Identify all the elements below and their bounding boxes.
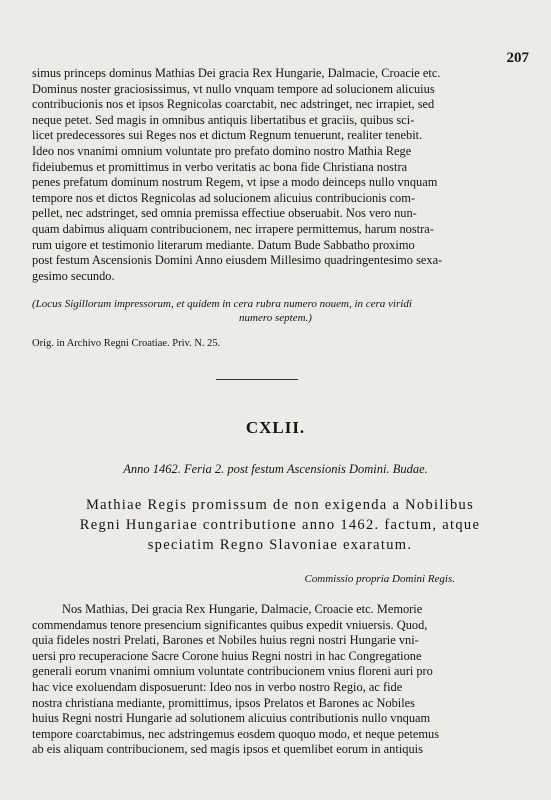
text-line: post festum Ascensionis Domini Anno eiusdem Millesimo quadringentesimo sexa- — [32, 253, 443, 268]
text-line: rum uigore et testimonio literarum mediante. Datum Bude Sabbatho proximo — [32, 237, 415, 252]
text-line: tempore nos et dictos Regnicolas ad solucionem alicuius contribucionis com- — [32, 190, 415, 205]
text-line: hac vice exoluendam disposuerunt: Ideo nos in verbo nostro Regio, ac fide — [32, 679, 403, 694]
text-line: Dominus noster graciosissimus, vt nullo vnquam tempore ad solucionem alicuius — [32, 81, 435, 96]
text-line: neque petet. Sed magis in omnibus antiquis libertatibus et graciis, quibus sci- — [32, 112, 415, 127]
text-line: tempore coarctabimus, nec adstringemus eosdem quoquo modo, et neque petemus — [32, 726, 440, 741]
text-line: gesimo secundo. — [32, 268, 115, 283]
section-divider — [216, 379, 298, 380]
seal-note-line: numero septem.) — [239, 312, 312, 324]
heading-line: Mathiae Regis promissum de non exigenda a Nobilibus — [85, 497, 475, 513]
document-heading — [40, 495, 520, 555]
text-line: quia fideles nostri Prelati, Barones et Nobiles huius regni nostri Hungarie vni- — [32, 633, 419, 648]
text-line: Ideo nos vnanimi omnium voluntate pro prefato domino nostro Mathia Rege — [32, 143, 412, 158]
seal-note-line: (Locus Sigillorum impressorum, et quidem in cera rubra numero nouem, in cera viridi — [32, 298, 412, 310]
heading-line: Regni Hungariae contributione anno 1462. factum, atque — [79, 517, 481, 533]
text-line: uersi pro recuperacione Sacre Corone huius Regni nostri in hac Congregatione — [32, 648, 422, 663]
document-body — [32, 602, 519, 758]
page-number: 207 — [506, 50, 529, 66]
continued-document-text — [32, 66, 519, 284]
commissio-note: Commissio propria Domini Regis. — [304, 573, 455, 585]
text-line: commendamus tenore presencium significantes quibus expedit vniuersis. Quod, — [32, 617, 428, 632]
text-line: Nos Mathias, Dei gracia Rex Hungarie, Dalmacie, Croacie etc. Memorie — [62, 602, 423, 616]
text-line: pellet, nec adstringet, sed omnia premissa effectiue obseruabit. Nos vero nun- — [32, 206, 417, 221]
seal-note — [32, 297, 519, 325]
text-line: simus princeps dominus Mathias Dei gracia Rex Hungarie, Dalmacie, Croacie etc. — [32, 66, 441, 80]
archive-reference: Orig. in Archivo Regni Croatiae. Priv. N. 25. — [32, 338, 221, 349]
text-line: contribucionis nos et ipsos Regnicolas coarctabit, nec adstringet, nec irrapiet, sed — [32, 97, 435, 112]
text-line: nostra christiana mediante, promittimus, ipsos Prelatos et Barones ac Nobiles — [32, 695, 415, 710]
text-line: huius Regni nostri Hungarie ad solutionem alicuius contributionis nullo vnquam — [32, 711, 431, 726]
text-line: ab eis aliquam contribucionem, sed magis ipsos et quemlibet eorum in antiquis — [32, 742, 423, 757]
text-line: licet predecessores sui Reges nos et dictum Regnum tenuerunt, realiter tenebit. — [32, 128, 423, 143]
heading-line: speciatim Regno Slavoniae exaratum. — [147, 537, 413, 553]
text-line: fideiubemus et promittimus in verbo veritatis ac bona fide Christiana nostra — [32, 159, 408, 174]
text-line: penes prefatum dominum nostrum Regem, vt ipse a modo deinceps nullo vnquam — [32, 175, 438, 190]
text-line: quam dabimus aliquam contribucionem, nec irrapere permittemus, harum nostra- — [32, 221, 434, 236]
document-number: CXLII. — [245, 418, 306, 437]
document-date: Anno 1462. Feria 2. post festum Ascensionis Domini. Budae. — [123, 462, 428, 476]
text-line: generali eorum vnanimi omnium voluntate contribucionem vnius floreni auri pro — [32, 664, 433, 679]
